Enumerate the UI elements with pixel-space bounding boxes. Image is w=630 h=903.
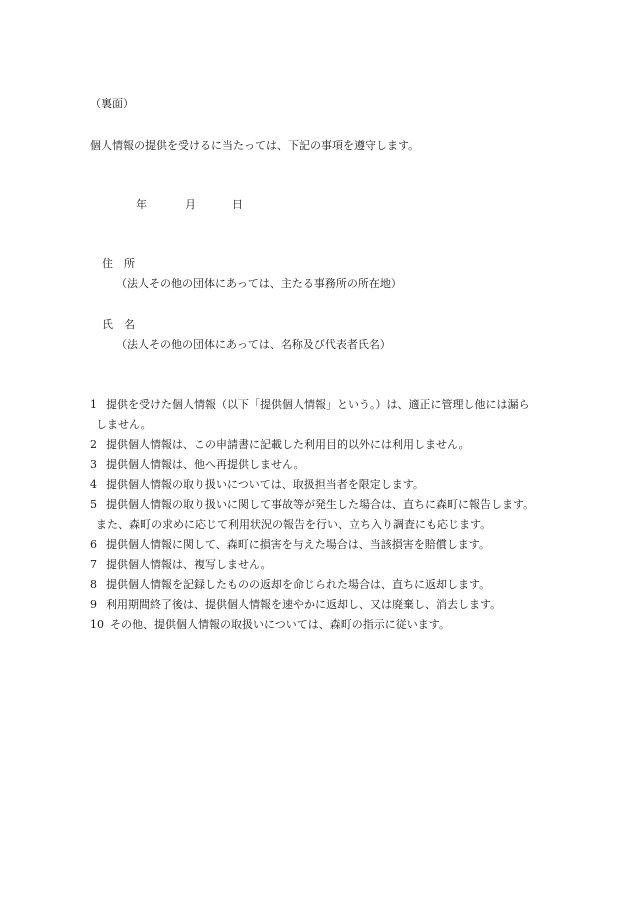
pledge-text: 提供個人情報の取り扱いについては、取扱担当者を限定します。 bbox=[106, 478, 424, 491]
pledge-item bbox=[90, 399, 570, 419]
pledge-text: 提供個人情報は、複写しません。 bbox=[106, 558, 272, 571]
address-label: 住所 bbox=[102, 257, 146, 270]
pledge-item bbox=[90, 619, 570, 639]
date-line bbox=[0, 199, 630, 213]
date-year-label: 年 bbox=[136, 198, 147, 211]
pledge-number: 8 bbox=[90, 578, 97, 591]
pledge-item bbox=[90, 439, 570, 459]
pledge-text: 提供個人情報の取り扱いに関して事故等が発生した場合は、直ちに森町に報告します。 bbox=[106, 498, 535, 511]
pledge-number: 2 bbox=[90, 438, 97, 451]
pledge-number: 5 bbox=[90, 498, 97, 511]
date-month-label: 月 bbox=[185, 198, 196, 211]
pledge-number: 6 bbox=[90, 538, 97, 551]
pledge-number: 1 bbox=[90, 398, 97, 411]
name-label: 氏名 bbox=[102, 318, 146, 331]
pledge-number: 9 bbox=[90, 598, 97, 611]
pledge-item bbox=[90, 599, 570, 619]
pledge-text: しません。 bbox=[96, 418, 152, 431]
address-note: （法人その他の団体にあっては、主たる事務所の所在地） bbox=[116, 277, 402, 290]
pledge-item bbox=[90, 559, 570, 579]
name-note: （法人その他の団体にあっては、名称及び代表者氏名） bbox=[116, 338, 391, 351]
pledge-number: 10 bbox=[90, 618, 104, 631]
date-day-label: 日 bbox=[232, 198, 243, 211]
pledge-item-continuation bbox=[90, 519, 570, 539]
pledge-text: 提供個人情報は、他へ再提供しません。 bbox=[106, 458, 305, 471]
pledge-list bbox=[90, 399, 570, 639]
pledge-text: その他、提供個人情報の取扱いについては、森町の指示に従います。 bbox=[110, 618, 450, 631]
page-side-label: （裏面） bbox=[90, 97, 134, 110]
pledge-item bbox=[90, 499, 570, 519]
pledge-text: また、森町の求めに応じて利用状況の報告を行い、立ち入り調査にも応じます。 bbox=[96, 518, 492, 531]
pledge-item bbox=[90, 579, 570, 599]
pledge-item bbox=[90, 479, 570, 499]
pledge-text: 提供個人情報に関して、森町に損害を与えた場合は、当該損害を賠償します。 bbox=[106, 538, 490, 551]
pledge-item bbox=[90, 459, 570, 479]
pledge-item-continuation bbox=[90, 419, 570, 439]
pledge-text: 提供を受けた個人情報（以下「提供個人情報」という。）は、適正に管理し他には漏ら bbox=[106, 398, 530, 411]
pledge-text: 提供個人情報を記録したものの返却を命じられた場合は、直ちに返却します。 bbox=[106, 578, 491, 591]
pledge-number: 3 bbox=[90, 458, 97, 471]
pledge-number: 7 bbox=[90, 558, 97, 571]
pledge-text: 利用期間終了後は、提供個人情報を速やかに返却し、又は廃棄し、消去します。 bbox=[106, 598, 502, 611]
intro-statement: 個人情報の提供を受けるに当たっては、下記の事項を遵守します。 bbox=[90, 139, 420, 152]
pledge-item bbox=[90, 539, 570, 559]
pledge-text: 提供個人情報は、この申請書に記載した利用目的以外には利用しません。 bbox=[106, 438, 470, 451]
pledge-number: 4 bbox=[90, 478, 97, 491]
